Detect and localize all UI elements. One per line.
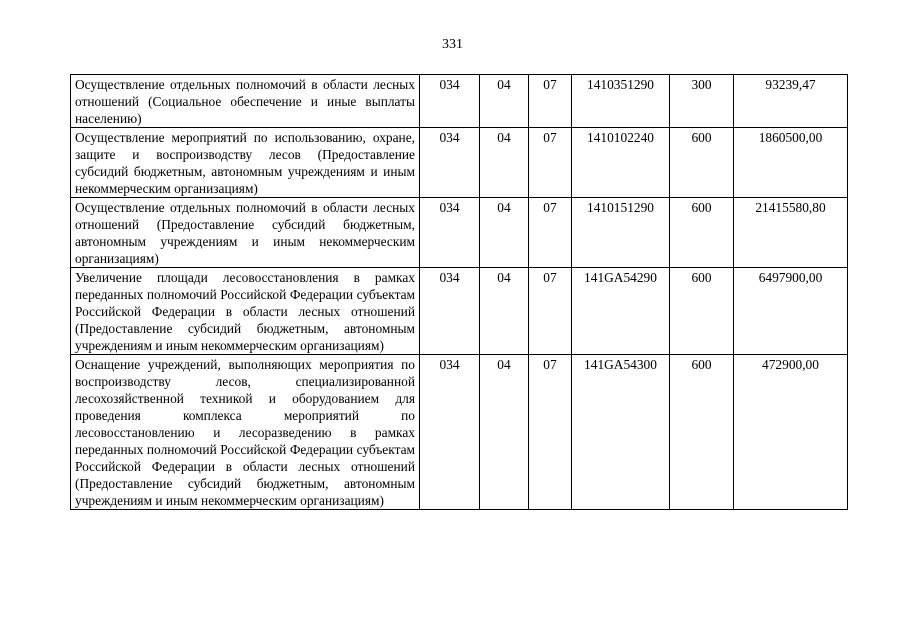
ministry-code-cell: 034 (420, 198, 480, 268)
table-row (71, 198, 848, 268)
table-row (71, 355, 848, 510)
expense-type-cell: 600 (670, 128, 734, 198)
expense-name-cell: Осуществление отдельных полномочий в области лесных отношений (Социальное обеспечение и иные выплаты населению) (71, 75, 420, 128)
amount-cell: 6497900,00 (734, 268, 848, 355)
amount-cell: 93239,47 (734, 75, 848, 128)
expense-name-cell: Увеличение площади лесовосстановления в рамках переданных полномочий Российской Федерации субъектам Российской Федерации в области лесных отношений (Предоставление субсидий бюджетным, автономным учреждениям и иным некоммерческим организациям) (71, 268, 420, 355)
expense-type-cell: 300 (670, 75, 734, 128)
amount-cell: 1860500,00 (734, 128, 848, 198)
expense-type-cell: 600 (670, 268, 734, 355)
expense-type-cell: 600 (670, 355, 734, 510)
subsection-code-cell: 07 (529, 128, 572, 198)
ministry-code-cell: 034 (420, 268, 480, 355)
table-row (71, 268, 848, 355)
section-code-cell: 04 (480, 75, 529, 128)
table-row (71, 75, 848, 128)
target-article-cell: 1410102240 (572, 128, 670, 198)
section-code-cell: 04 (480, 268, 529, 355)
target-article-cell: 1410351290 (572, 75, 670, 128)
ministry-code-cell: 034 (420, 128, 480, 198)
target-article-cell: 141GA54290 (572, 268, 670, 355)
expense-name-cell: Осуществление отдельных полномочий в области лесных отношений (Предоставление субсидий бюджетным, автономным учреждениям и иным некоммерческим организациям) (71, 198, 420, 268)
ministry-code-cell: 034 (420, 355, 480, 510)
subsection-code-cell: 07 (529, 268, 572, 355)
page-number: 331 (442, 37, 463, 52)
expense-name-cell: Осуществление мероприятий по использованию, охране, защите и воспроизводству лесов (Предоставление субсидий бюджетным, автономным учреждениям и иным некоммерческим организациям) (71, 128, 420, 198)
subsection-code-cell: 07 (529, 198, 572, 268)
target-article-cell: 1410151290 (572, 198, 670, 268)
expense-name-cell: Оснащение учреждений, выполняющих мероприятия по воспроизводству лесов, специализированной лесохозяйственной техникой и оборудованием для проведения комплекса мероприятий по лесовосстановлению и лесоразведению в рамках переданных полномочий Российской Федерации субъектам Российской Федерации в области лесных отношений (Предоставление субсидий бюджетным, автономным учреждениям и иным некоммерческим организациям) (71, 355, 420, 510)
ministry-code-cell: 034 (420, 75, 480, 128)
section-code-cell: 04 (480, 128, 529, 198)
section-code-cell: 04 (480, 355, 529, 510)
table-row (71, 128, 848, 198)
expense-type-cell: 600 (670, 198, 734, 268)
budget-table (70, 74, 848, 510)
amount-cell: 21415580,80 (734, 198, 848, 268)
amount-cell: 472900,00 (734, 355, 848, 510)
subsection-code-cell: 07 (529, 355, 572, 510)
subsection-code-cell: 07 (529, 75, 572, 128)
target-article-cell: 141GA54300 (572, 355, 670, 510)
section-code-cell: 04 (480, 198, 529, 268)
